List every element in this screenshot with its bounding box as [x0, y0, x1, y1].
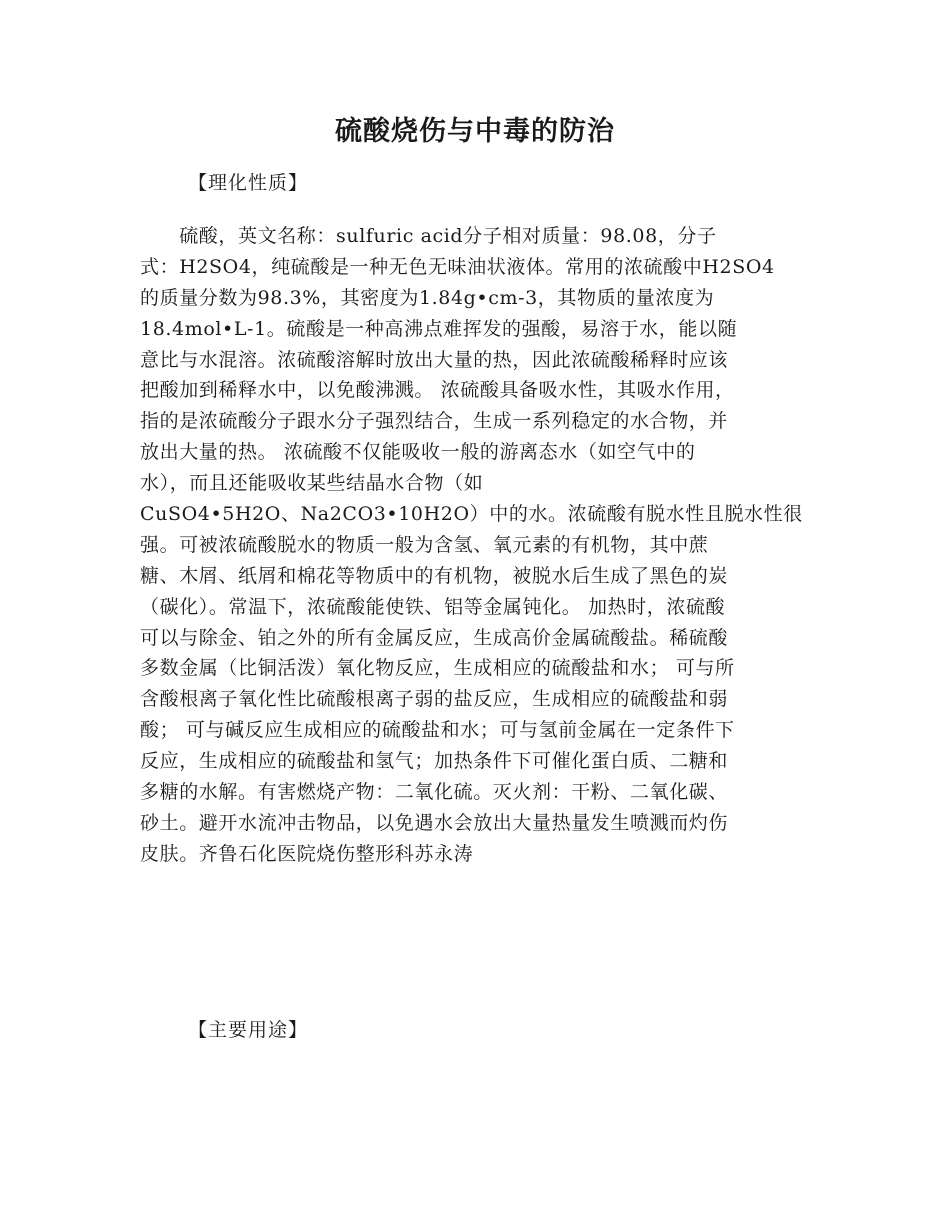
paragraph-line: 砂土。避开水流冲击物品，以免遇水会放出大量热量发生喷溅而灼伤 — [140, 811, 729, 834]
paragraph-line: 水），而且还能吸收某些结晶水合物（如 — [140, 472, 484, 495]
paragraph-line: 式：H2SO4，纯硫酸是一种无色无味油状液体。常用的浓硫酸中H2SO4 — [140, 255, 775, 278]
paragraph-line: 皮肤。齐鲁石化医院烧伤整形科苏永涛 — [140, 842, 474, 865]
paragraph-line: 糖、木屑、纸屑和棉花等物质中的有机物，被脱水后生成了黑色的炭 — [140, 564, 729, 587]
section-heading-properties: 【理化性质】 — [188, 172, 309, 194]
document-title: 硫酸烧伤与中毒的防治 — [335, 116, 615, 147]
section-body-properties — [140, 221, 805, 870]
paragraph-line: 含酸根离子氧化性比硫酸根离子弱的盐反应，生成相应的硫酸盐和弱 — [140, 688, 729, 711]
paragraph-line: 硫酸，英文名称：sulfuric acid分子相对质量：98.08，分子 — [140, 225, 717, 247]
paragraph-line: 反应，生成相应的硫酸盐和氢气；加热条件下可催化蛋白质、二糖和 — [140, 750, 729, 773]
paragraph-line: 指的是浓硫酸分子跟水分子强烈结合，生成一系列稳定的水合物，并 — [140, 410, 729, 433]
paragraph-line: 可以与除金、铂之外的所有金属反应，生成高价金属硫酸盐。稀硫酸 — [140, 626, 729, 649]
paragraph-line: 放出大量的热。 浓硫酸不仅能吸收一般的游离态水（如空气中的 — [140, 441, 696, 464]
paragraph-line: 把酸加到稀释水中，以免酸沸溅。 浓硫酸具备吸水性，其吸水作用， — [140, 379, 735, 402]
paragraph-line: 的质量分数为98.3%，其密度为1.84g•cm-3，其物质的量浓度为 — [140, 286, 715, 309]
paragraph-line: 多糖的水解。有害燃烧产物：二氧化硫。灭火剂：干粉、二氧化碳、 — [140, 781, 729, 804]
paragraph-line: 酸； 可与碱反应生成相应的硫酸盐和水；可与氢前金属在一定条件下 — [140, 719, 735, 742]
paragraph-line: 强。可被浓硫酸脱水的物质一般为含氢、氧元素的有机物，其中蔗 — [140, 533, 709, 556]
paragraph-line: 多数金属（比铜活泼）氧化物反应，生成相应的硫酸盐和水； 可与所 — [140, 657, 735, 680]
paragraph-line: 意比与水混溶。浓硫酸溶解时放出大量的热，因此浓硫酸稀释时应该 — [140, 348, 729, 371]
paragraph-line: 18.4mol•L-1。硫酸是一种高沸点难挥发的强酸，易溶于水，能以随 — [140, 317, 738, 340]
paragraph-line: CuSO4•5H2O、Na2CO3•10H2O）中的水。浓硫酸有脱水性且脱水性很 — [140, 503, 803, 526]
section-heading-uses: 【主要用途】 — [188, 1019, 309, 1041]
paragraph-line: （碳化）。常温下，浓硫酸能使铁、铝等金属钝化。 加热时，浓硫酸 — [140, 595, 726, 618]
